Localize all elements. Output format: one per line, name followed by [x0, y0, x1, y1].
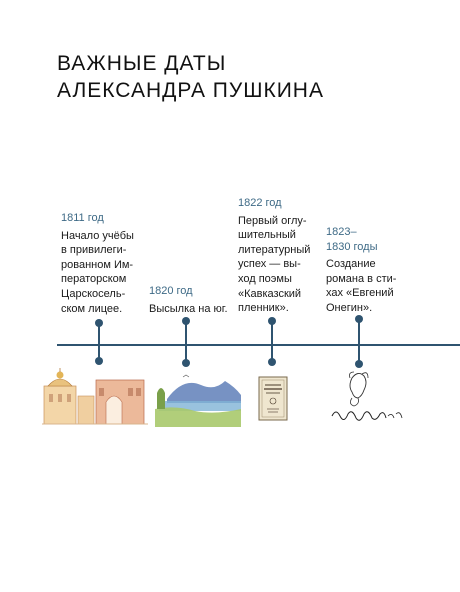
timeline-marker-1822: [271, 320, 273, 363]
book-cover-icon: [258, 376, 288, 421]
desc-line: пленник».: [238, 302, 289, 315]
event-description: [149, 302, 228, 317]
desc-line: Царскосель-: [61, 287, 126, 300]
event-description: [326, 257, 396, 315]
marker-dot: [268, 317, 276, 325]
event-description: [61, 229, 134, 317]
marker-dot: [355, 315, 363, 323]
marker-dot: [182, 359, 190, 367]
pushkin-sketch-icon: [328, 368, 408, 432]
timeline-axis: [57, 344, 460, 346]
desc-line: ском лицее.: [61, 302, 123, 315]
event-description: [238, 214, 310, 316]
event-year: 1820 год: [149, 285, 193, 297]
desc-line: романа в сти-: [326, 272, 397, 285]
desc-line: ператорском: [61, 273, 127, 286]
timeline-marker-1823: [358, 318, 360, 365]
year-line: 1823–: [326, 226, 357, 238]
desc-line: хах «Евгений: [326, 287, 394, 300]
marker-dot: [182, 317, 190, 325]
event-year: 1811 год: [61, 212, 104, 224]
desc-line: успех — вы-: [238, 258, 301, 271]
timeline-marker-1811: [98, 322, 100, 362]
desc-line: рованном Им-: [61, 258, 134, 271]
desc-line: в привилеги-: [61, 244, 127, 257]
marker-dot: [355, 360, 363, 368]
title-line-1: ВАЖНЫЕ ДАТЫ: [57, 52, 227, 75]
event-year: [326, 225, 396, 254]
desc-line: литературный: [238, 243, 311, 256]
tsarskoye-selo-lyceum-icon: [42, 366, 148, 428]
desc-line: Начало учёбы: [61, 229, 134, 242]
event-1820: [149, 284, 228, 316]
event-1823-1830: [326, 225, 396, 316]
timeline-marker-1820: [185, 320, 187, 364]
year-line: 1830 годы: [326, 240, 378, 253]
desc-line: «Кавказский: [238, 287, 302, 300]
page-title: [57, 50, 417, 104]
desc-line: шительный: [238, 229, 296, 242]
marker-dot: [95, 357, 103, 365]
marker-dot: [95, 319, 103, 327]
desc-line: Онегин».: [326, 301, 373, 314]
desc-line: ход поэмы: [238, 272, 292, 285]
desc-line: Первый оглу-: [238, 214, 307, 227]
crimea-landscape-icon: [155, 373, 241, 427]
event-year: 1822 год: [238, 197, 282, 209]
event-1811: [61, 211, 134, 316]
desc-line: Высылка на юг.: [149, 302, 228, 315]
marker-dot: [268, 358, 276, 366]
title-line-2: АЛЕКСАНДРА ПУШКИНА: [57, 79, 324, 102]
event-1822: [238, 196, 310, 316]
desc-line: Создание: [326, 258, 376, 271]
